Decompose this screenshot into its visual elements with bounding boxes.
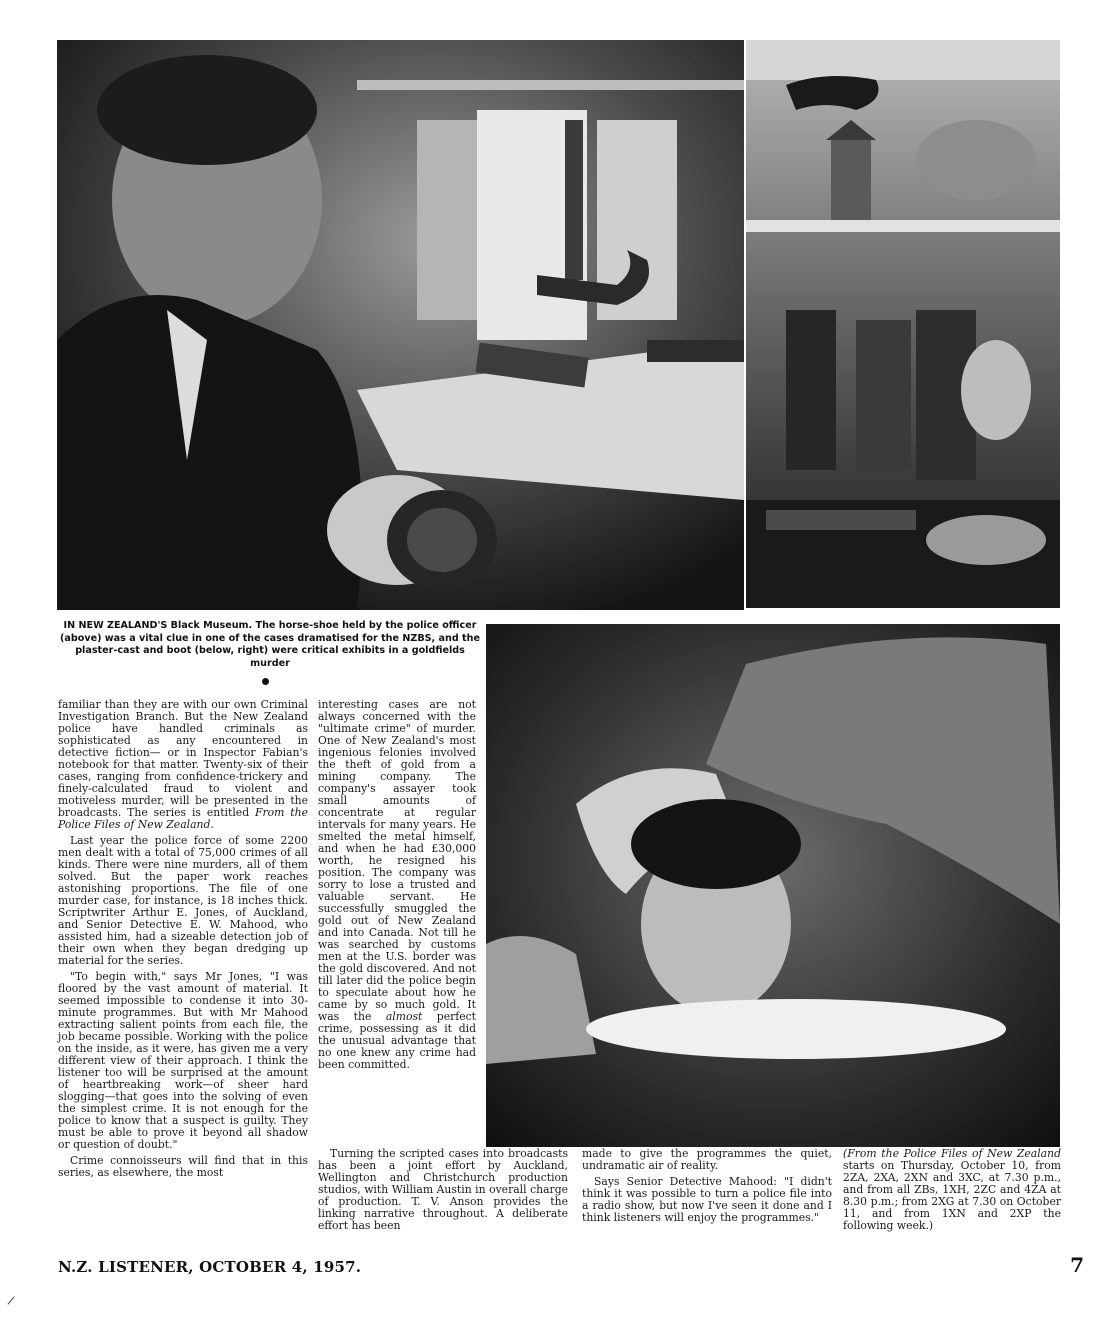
article-column-2-bottom bbox=[318, 1148, 568, 1232]
paragraph bbox=[58, 699, 308, 831]
article-column-1 bbox=[58, 699, 308, 1179]
photo-police-officer-horseshoe bbox=[57, 40, 744, 610]
paragraph: Turning the scripted cases into broadcasts has been a joint effort by Auckland, Wellington and Christchurch production studios, with William Austin in overall charge of production. T. V. Anson provides the linking narrative throughout. A deliberate effort has been bbox=[318, 1147, 568, 1232]
programme-schedule: starts on Thursday, October 10, from 2ZA, 2XA, 2XN and 3XC, at 7.30 p.m., and from all ZBs, 1XH, 2ZC and 4ZA at 8.30 p.m.; from 2XG at 7.30 on October 11, and from 1XN and 2XP the following week.) bbox=[843, 1159, 1061, 1232]
paragraph bbox=[318, 699, 476, 1071]
article-column-4 bbox=[843, 1148, 1061, 1232]
programme-note bbox=[843, 1148, 1061, 1232]
paragraph: made to give the programmes the quiet, undramatic air of reality. bbox=[582, 1147, 832, 1172]
paragraph: Crime connoisseurs will find that in this series, as elsewhere, the most bbox=[58, 1154, 308, 1179]
margin-mark bbox=[7, 1296, 14, 1304]
paragraph-text: perfect crime, possessing as it did the unusual advantage that no one knew any crime had been committed. bbox=[318, 1010, 477, 1071]
photo-illustration bbox=[746, 40, 1060, 608]
article-column-2 bbox=[318, 699, 476, 1071]
caption-text: Black Museum. The horse-shoe held by the police officer (above) was a vital clue in one of the cases dramatised for the NZBS, and the plaster-cast and boot (below, right) were critical exhibits in a goldfields murder bbox=[60, 620, 480, 669]
photo-exhibit-shelves bbox=[746, 40, 1060, 608]
photo-illustration bbox=[486, 624, 1060, 1147]
bullet-separator bbox=[262, 678, 269, 685]
series-title: From the Police Files of New Zealand. bbox=[58, 806, 308, 831]
paragraph: Says Senior Detective Mahood: "I didn't think it was possible to turn a police file into a radio show, but now I've seen it done and I think listeners will enjoy the programmes." bbox=[582, 1175, 832, 1224]
paragraph-text: familiar than they are with our own Criminal Investigation Branch. But the New Zealand police have handled criminals as sophisticated as any encountered in detective fiction— or in Inspector Fabian's notebook for that matter. Twenty-six of their cases, ranging from confidence-trickery and finely-calculated fraud to violent and motiveless murder, will be presented in the broadcasts. The series is entitled bbox=[58, 698, 308, 819]
publication-footer: N.Z. LISTENER, OCTOBER 4, 1957. bbox=[58, 1258, 362, 1276]
paragraph: Last year the police force of some 2200 men dealt with a total of 75,000 crimes of all kinds. There were nine murders, all of them solved. But the paper work reaches astonishing proportions. The file of one murder case, for instance, is 18 inches thick. Scriptwriter Arthur E. Jones, of Auckland, and Senior Detective E. W. Mahood, who assisted him, had a sizeable detection job of their own when they began dredging up material for the series. bbox=[58, 834, 308, 967]
article-column-3 bbox=[582, 1148, 832, 1224]
paragraph-text: interesting cases are not always concerned with the "ultimate crime" of murder. One of New Zealand's most ingenious felonies involved the theft of gold from a mining company. The company's assayer took small amounts of concentrate at regular intervals for many years. He smelted the metal himself, and when he had £30,000 worth, he resigned his position. The company was sorry to lose a trusted and valuable servant. He successfully smuggled the gold out of New Zealand and into Canada. Not till he was searched by customs men at the U.S. border was the gold discovered. And not till later did the police begin to speculate about how he came by so much gold. It was the bbox=[318, 698, 476, 1023]
caption-lead: IN NEW ZEALAND'S bbox=[63, 620, 168, 631]
paragraph: "To begin with," says Mr Jones, "I was floored by the vast amount of material. It seemed impossible to condense it into 30-minute programmes. But with Mr Mahood extracting salient points from each file, the job became possible. Working with the police on the inside, as it were, has given me a very different view of their approach. I think the listener too will be surprised at the amount of heartbreaking work—of sheer hard slogging—that goes into the solving of even the simplest crime. It is not enough for the police to know that a suspect is guilty. They must be able to prove it beyond all shadow or question of doubt." bbox=[58, 970, 308, 1151]
photo-caption bbox=[58, 620, 482, 670]
photo-man-with-plaster-cast bbox=[486, 624, 1060, 1147]
programme-title: (From the Police Files of New Zealand bbox=[843, 1147, 1061, 1160]
emphasis-text: almost bbox=[385, 1010, 423, 1023]
page-number: 7 bbox=[1070, 1253, 1084, 1277]
photo-illustration bbox=[57, 40, 744, 610]
